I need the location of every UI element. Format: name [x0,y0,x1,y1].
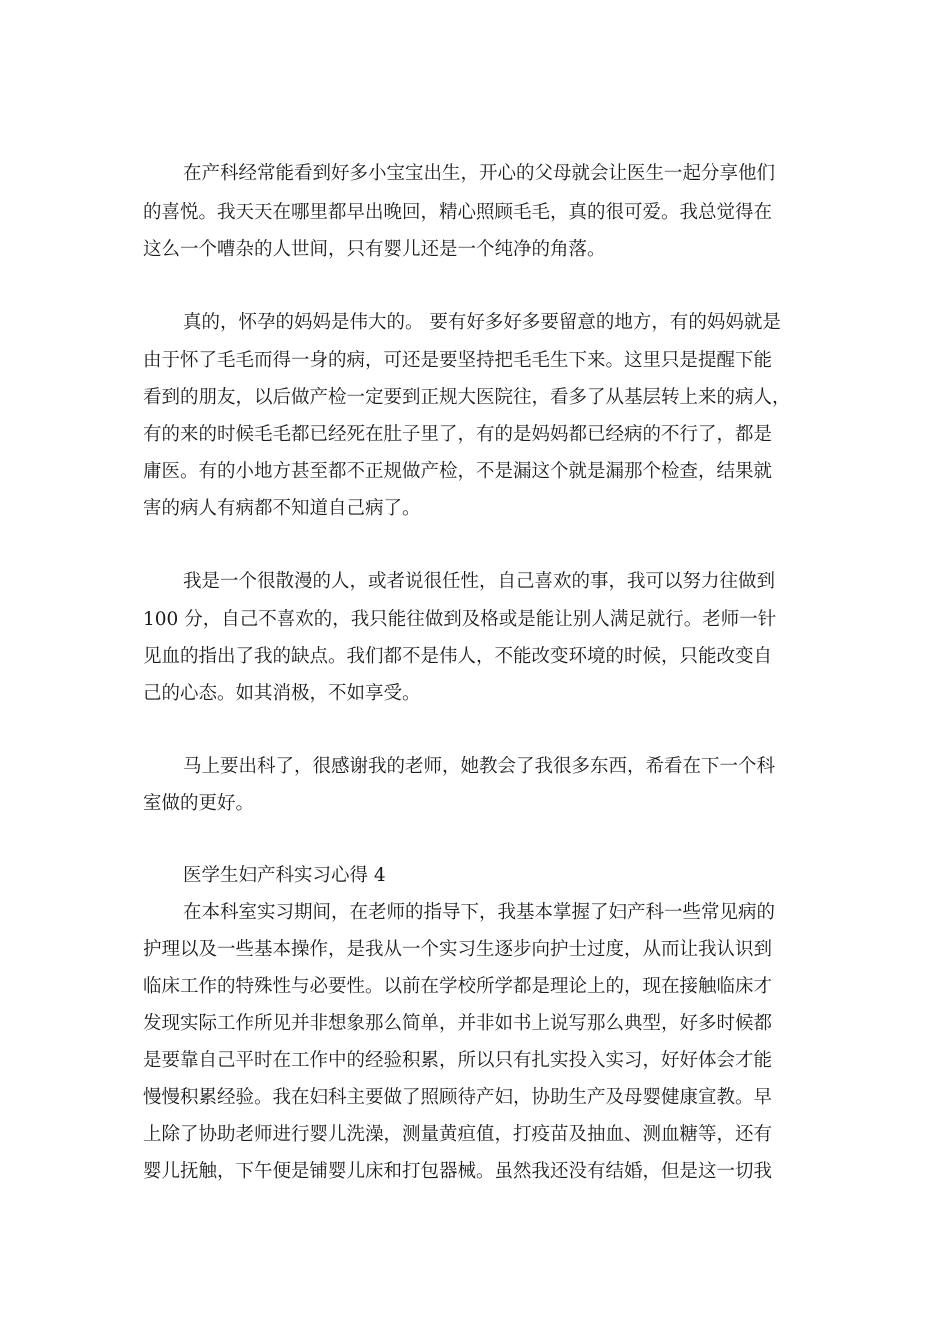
paragraph-line: 看到的朋友，以后做产检一定要到正规大医院往，看多了从基层转上来的病人， [143,387,791,408]
paragraph-line: 的喜悦。我天天在哪里都早出晚回，精心照顾毛毛，真的很可爱。我总觉得在 [143,202,773,223]
paragraph-line: 婴儿抚触，下午便是铺婴儿床和打包器械。虽然我还没有结婚，但是这一切我 [143,1161,773,1182]
section-heading: 医学生妇产科实习心得 4 [183,865,386,886]
paragraph-line: 己的心态。如其消极，不如享受。 [143,683,421,704]
paragraph-line: 由于怀了毛毛而得一身的病，可还是要坚持把毛毛生下来。这里只是提醒下能 [143,350,773,371]
paragraph-line: 马上要出科了，很感谢我的老师，她教会了我很多东西，希看在下一个科 [183,756,776,777]
paragraph-line: 在产科经常能看到好多小宝宝出生，开心的父母就会让医生一起分享他们 [183,163,776,184]
paragraph-line: 庸医。有的小地方甚至都不正规做产检，不是漏这个就是漏那个检查，结果就 [143,461,773,482]
paragraph-line: 是要靠自己平时在工作中的经验积累，所以只有扎实投入实习，好好体会才能 [143,1050,773,1071]
paragraph-line: 这么一个嘈杂的人世间，只有婴儿还是一个纯净的角落。 [143,239,606,260]
paragraph-line: 见血的指出了我的缺点。我们都不是伟人，不能改变环境的时候，只能改变自 [143,646,773,667]
paragraph-line: 在本科室实习期间，在老师的指导下，我基本掌握了妇产科一些常见病的 [183,902,776,923]
paragraph-line: 护理以及一些基本操作，是我从一个实习生逐步向护士过度，从而让我认识到 [143,939,773,960]
paragraph-line: 真的，怀孕的妈妈是伟大的。 要有好多好多要留意的地方，有的妈妈就是 [183,312,781,333]
paragraph-line: 有的来的时候毛毛都已经死在肚子里了，有的是妈妈都已经病的不行了，都是 [143,424,773,445]
paragraph-line: 害的病人有病都不知道自己病了。 [143,498,421,519]
paragraph-line: 我是一个很散漫的人，或者说很任性，自己喜欢的事，我可以努力往做到 [183,571,776,592]
paragraph-line: 100 分，自己不喜欢的，我只能往做到及格或是能让别人满足就行。老师一针 [143,609,777,630]
paragraph-line: 发现实际工作所见并非想象那么简单，并非如书上说写那么典型，好多时候都 [143,1013,773,1034]
paragraph-line: 慢慢积累经验。我在妇科主要做了照顾待产妇，协助生产及母婴健康宣教。早 [143,1087,773,1108]
paragraph-line: 室做的更好。 [143,793,255,814]
paragraph-line: 上除了协助老师进行婴儿洗澡，测量黄疸值，打疫苗及抽血、测血糖等，还有 [143,1124,773,1145]
paragraph-line: 临床工作的特殊性与必要性。以前在学校所学都是理论上的，现在接触临床才 [143,976,773,997]
